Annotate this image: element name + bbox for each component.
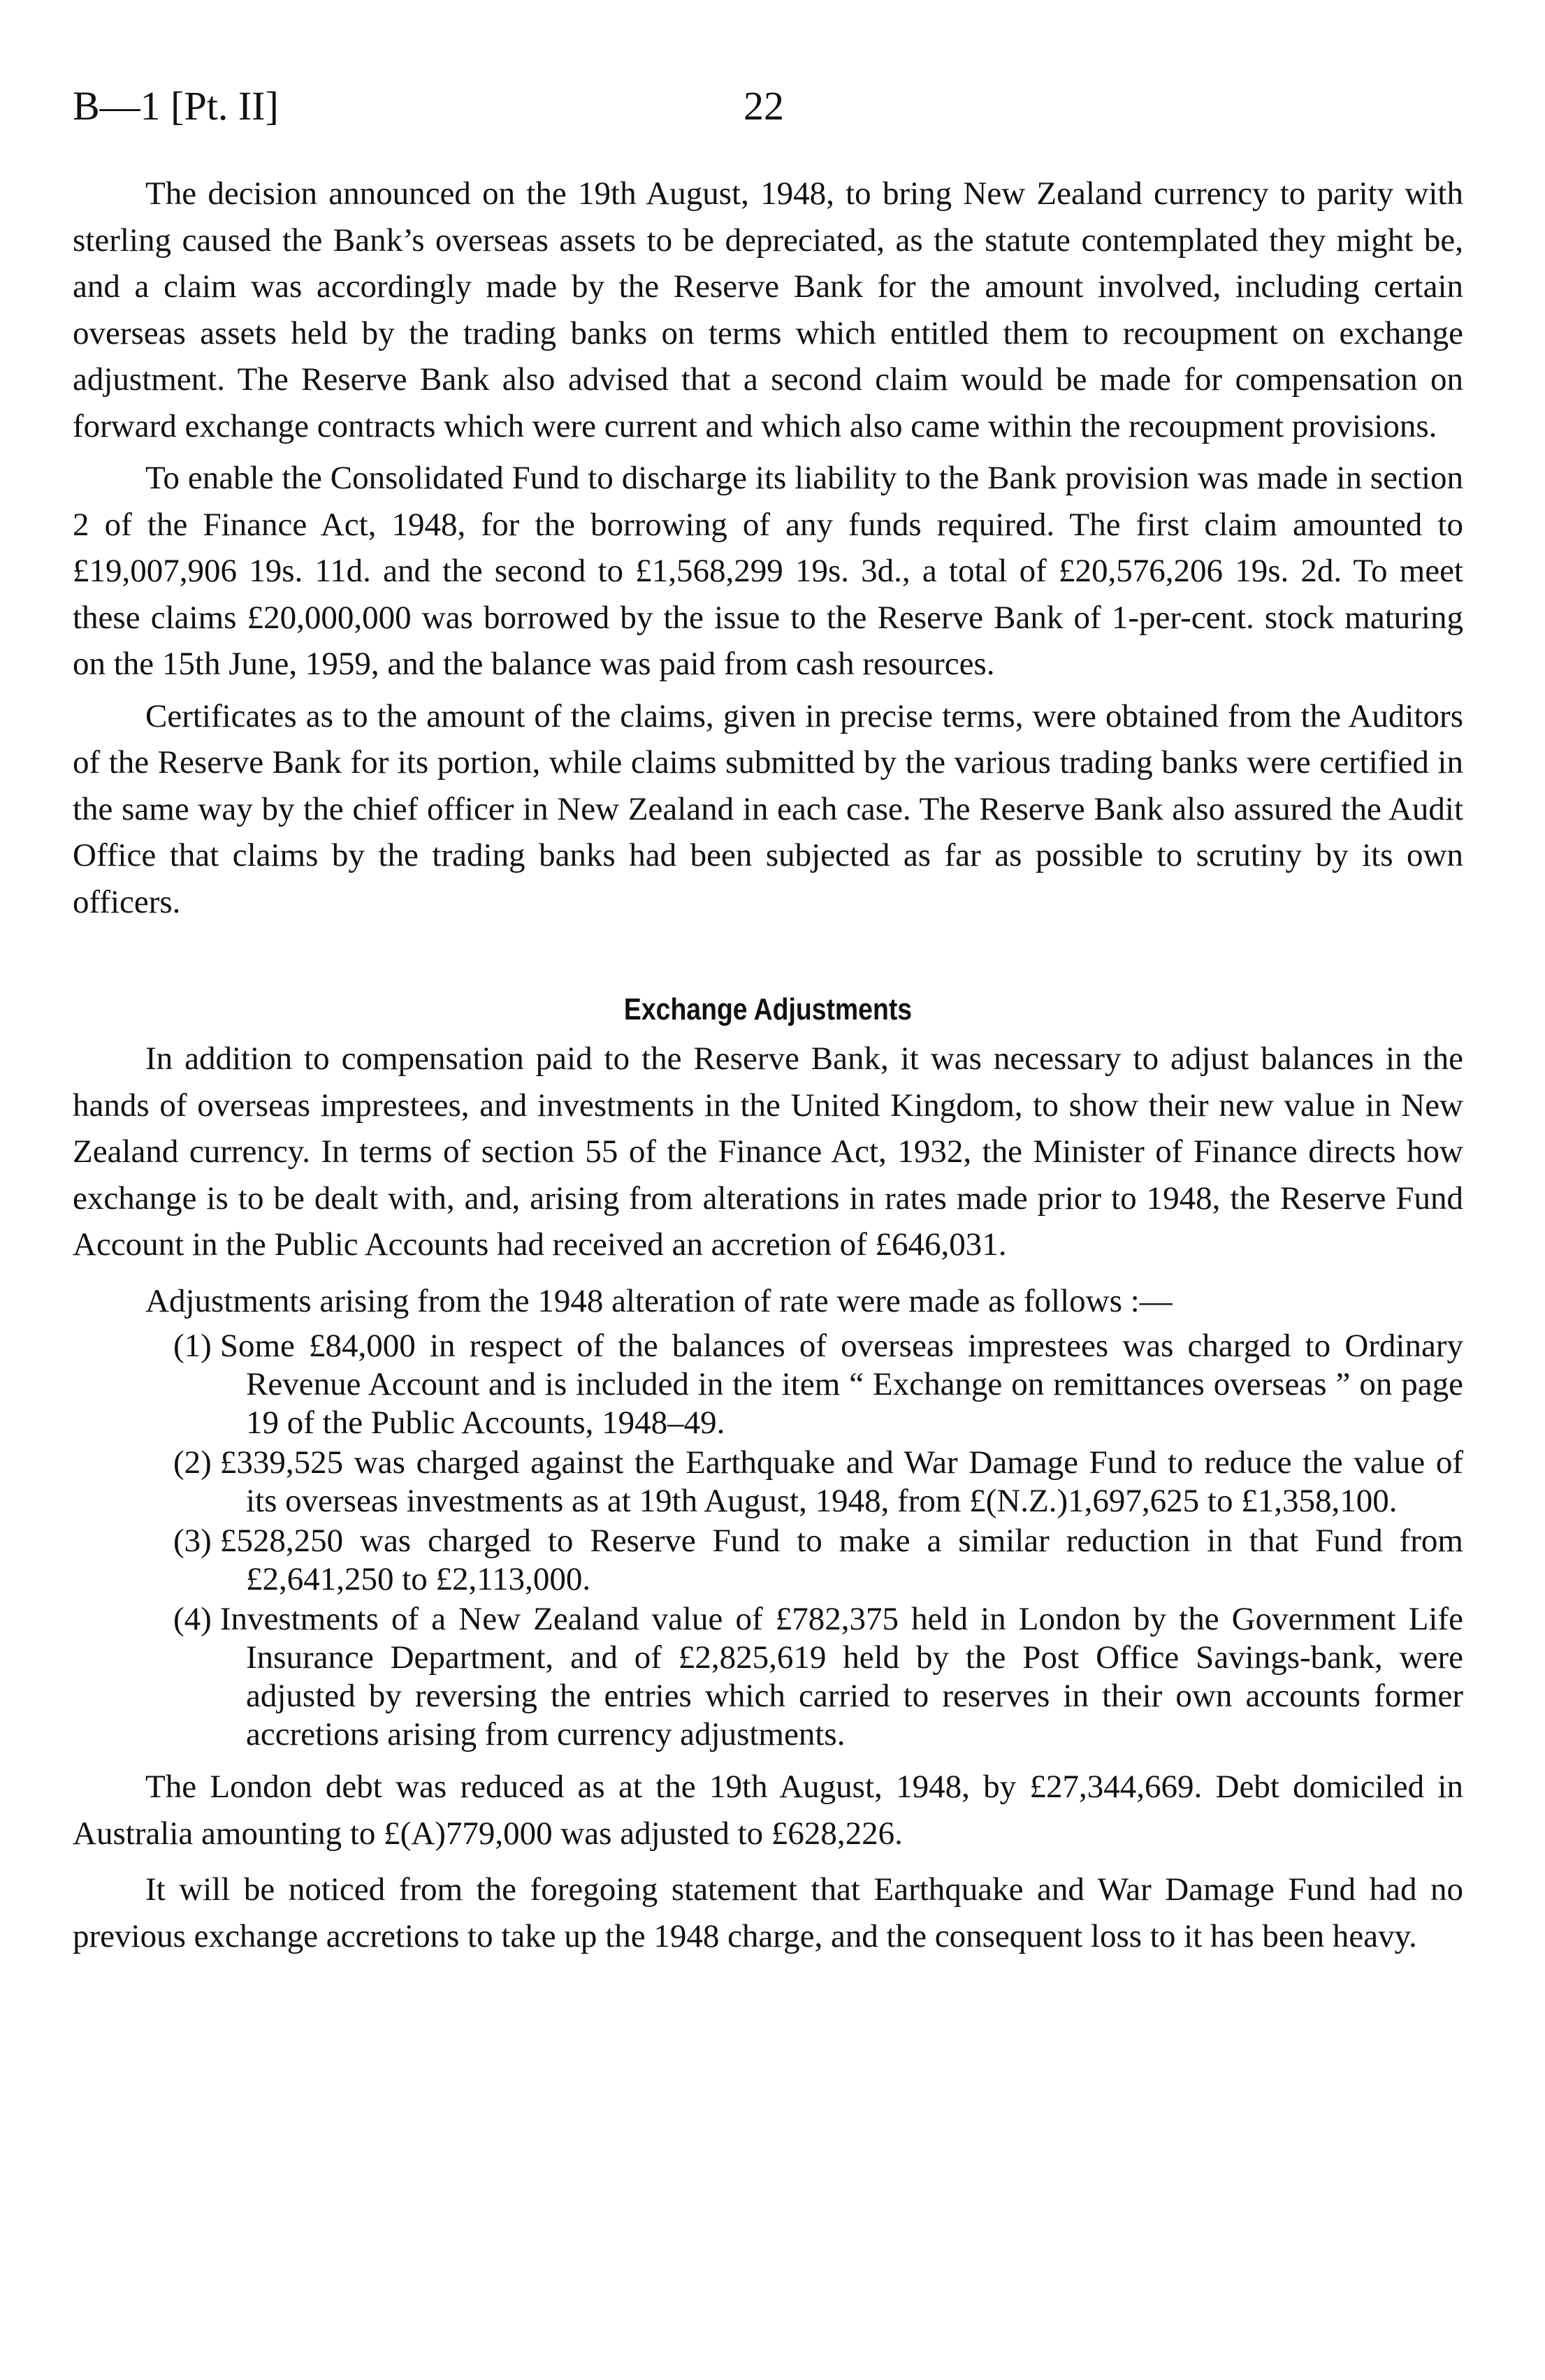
list-item <box>73 1522 1463 1599</box>
list-intro: Adjustments arising from the 1948 alteration of rate were made as follows :— <box>145 1282 1173 1319</box>
item-text: £528,250 was charged to Reserve Fund to make a similar reduction in that Fund from £2,641,250 to £2,113,000. <box>219 1523 1463 1597</box>
item-text: £339,525 was charged against the Earthquake and War Damage Fund to reduce the value of its overseas investments as at 19th August, 1948, from £(N.Z.)1,697,625 to £1,358,100. <box>219 1444 1463 1519</box>
section-heading: Exchange Adjustments <box>623 992 913 1026</box>
item-number: (1) <box>173 1328 212 1364</box>
page-body <box>73 170 1463 1959</box>
list-item <box>73 1600 1463 1754</box>
paragraph-certificates: Certificates as to the amount of the claims, given in precise terms, were obtained from the Auditors of the Reserve Bank for its portion, while claims submitted by the various trading banks were certified in the same way by the chief officer in New Zealand in each case. The Reserve Bank also assured the Audit Office that claims by the trading banks had been subjected as far as possible to scrutiny by its own officers. <box>73 697 1463 920</box>
paragraph-london-debt: The London debt was reduced as at the 19th August, 1948, by £27,344,669. Debt domiciled in Australia amounting to £(A)779,000 was adjusted to £628,226. <box>73 1769 1463 1852</box>
page-number: 22 <box>744 83 784 129</box>
document-id: B—1 [Pt. II] <box>73 83 279 129</box>
page-header <box>73 82 1470 138</box>
list-item <box>73 1327 1463 1442</box>
item-text: Some £84,000 in respect of the balances of overseas imprestees was charged to Ordinary Revenue Account and is included in the item “ Exchange on remittances overseas ” on page 19 of the Public Accounts, 1948–49. <box>219 1328 1463 1441</box>
adjustments-list <box>73 1327 1463 1754</box>
paragraph-exchange-adjustments: In addition to compensation paid to the Reserve Bank, it was necessary to adjust balances in the hands of overseas imprestees, and investments in the United Kingdom, to show their new value in New Zealand currency. In terms of section 55 of the Finance Act, 1932, the Minister of Finance directs how exchange is to be dealt with, and, arising from alterations in rates made prior to 1948, the Reserve Fund Account in the Public Accounts had received an accretion of £646,031. <box>73 1040 1463 1263</box>
item-number: (3) <box>173 1523 212 1559</box>
list-item <box>73 1444 1463 1521</box>
paragraph-conclusion: It will be noticed from the foregoing statement that Earthquake and War Damage Fund had no previous exchange accretions to take up the 1948 charge, and the consequent loss to it has been heavy. <box>73 1871 1463 1954</box>
paragraph-consolidated-fund: To enable the Consolidated Fund to discharge its liability to the Bank provision was made in section 2 of the Finance Act, 1948, for the borrowing of any funds required. The first claim amounted to £19,007,906 19s. 11d. and the second to £1,568,299 19s. 3d., a total of £20,576,206 19s. 2d. To meet these claims £20,000,000 was borrowed by the issue to the Reserve Bank of 1-per-cent. stock maturing on the 15th June, 1959, and the balance was paid from cash resources. <box>73 460 1463 682</box>
item-number: (2) <box>173 1444 212 1481</box>
item-number: (4) <box>173 1601 212 1637</box>
item-text: Investments of a New Zealand value of £782,375 held in London by the Government Life Insurance Department, and of £2,825,619 held by the Post Office Savings-bank, were adjusted by reversing the entries which carried to reserves in their own accounts former accretions arising from currency adjustments. <box>219 1601 1463 1753</box>
paragraph-currency-decision: The decision announced on the 19th August, 1948, to bring New Zealand currency to parity with sterling caused the Bank’s overseas assets to be depreciated, as the statute contemplated they might be, and a claim was accordingly made by the Reserve Bank for the amount involved, including certain overseas assets held by the trading banks on terms which entitled them to recoupment on exchange adjustment. The Reserve Bank also advised that a second claim would be made for compensation on forward exchange contracts which were current and which also came within the recoupment provisions. <box>73 175 1463 444</box>
